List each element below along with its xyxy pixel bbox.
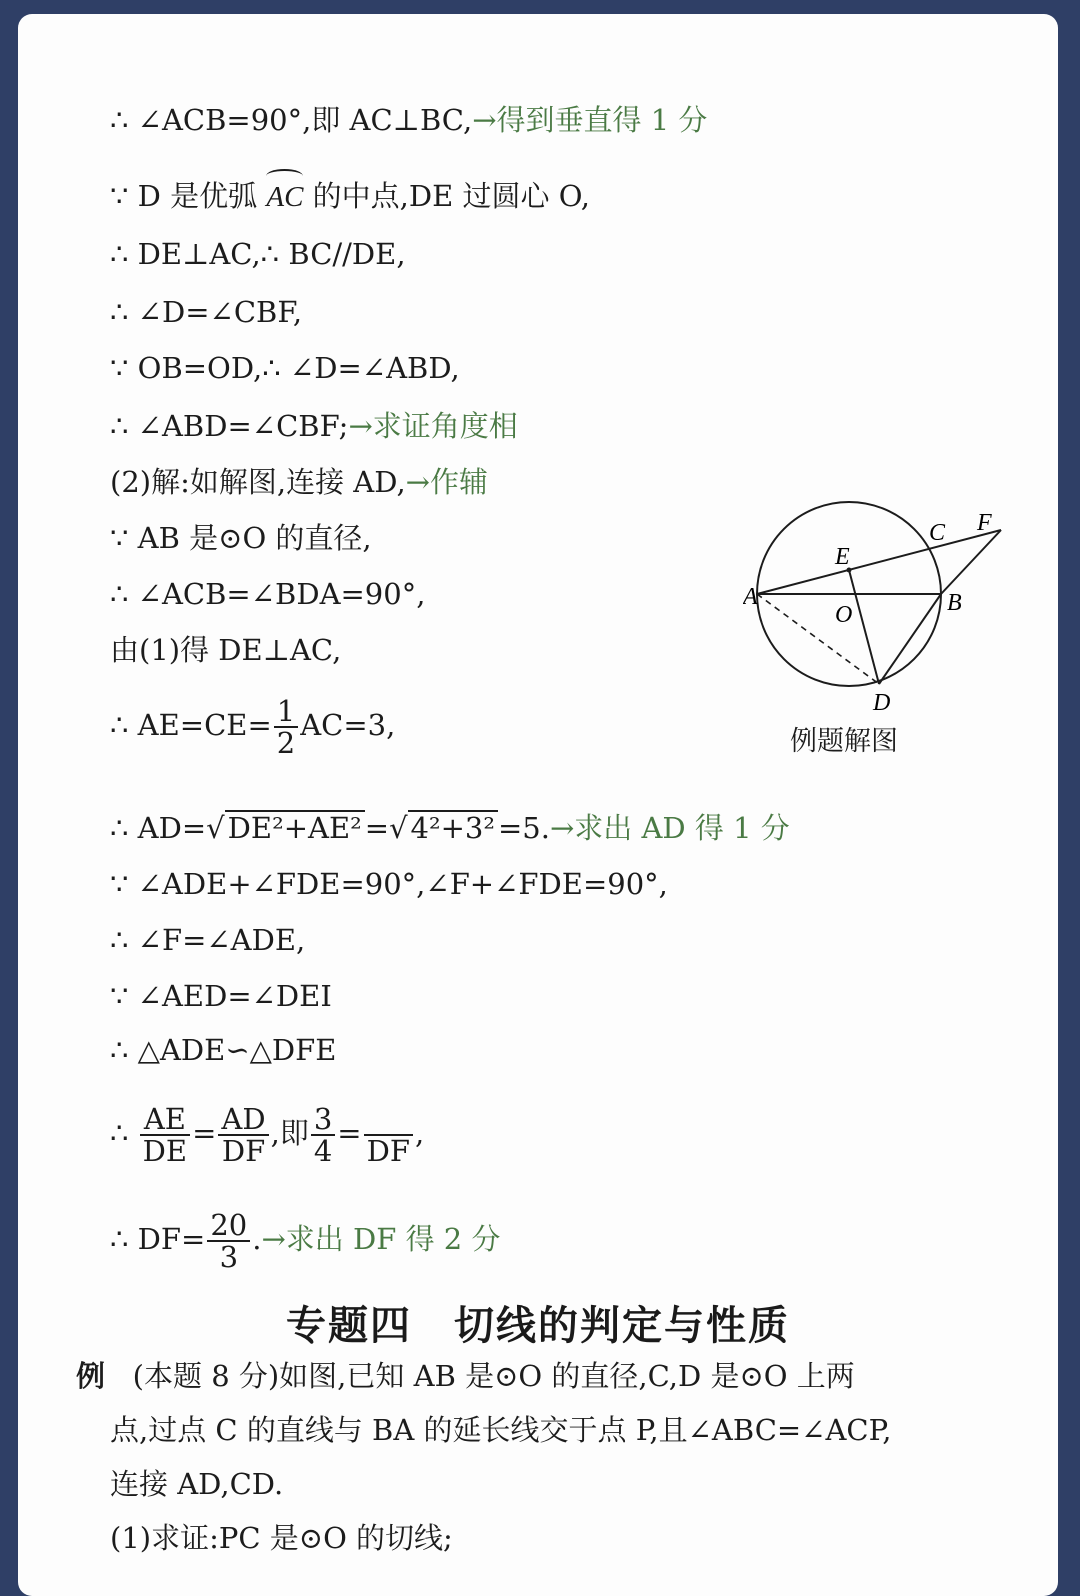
fraction-numerator: 3: [311, 1104, 335, 1136]
label-c: C: [929, 520, 946, 546]
line-10: 由(1)得 DE⊥AC,: [110, 633, 342, 667]
line-6: [110, 408, 518, 444]
line-1-text: ∴ ∠ACB=90°,即 AC⊥BC,: [110, 103, 473, 137]
line-14: ∴ ∠F=∠ADE,: [110, 923, 306, 957]
example-paragraph-line-4: (1)求证:PC 是⊙O 的切线;: [110, 1521, 453, 1555]
line-17-post: ,: [414, 1116, 425, 1150]
line-9: ∴ ∠ACB=∠BDA=90°,: [110, 577, 426, 611]
line-5: ∵ OB=OD,∴ ∠D=∠ABD,: [110, 351, 460, 385]
fraction-numerator: 20: [207, 1210, 250, 1242]
line-15: ∵ ∠AED=∠DEI: [110, 979, 332, 1013]
line-2-text-a: ∵ D 是优弧: [110, 179, 267, 213]
example-paragraph-line-2: 点,过点 C 的直线与 BA 的延长线交于点 P,且∠ABC=∠ACP,: [110, 1413, 892, 1447]
line-7: [110, 464, 488, 500]
arc-ac: [266, 179, 303, 215]
fraction-numerator: [364, 1104, 413, 1136]
label-o: O: [835, 602, 853, 628]
line-2-text-b: 的中点,DE 过圆心 O,: [303, 179, 591, 213]
example-text-1: (本题 8 分)如图,已知 AB 是⊙O 的直径,C,D 是⊙O 上两: [132, 1359, 855, 1393]
label-b: B: [947, 590, 962, 616]
fraction-numerator: AE: [140, 1104, 190, 1136]
fraction-3-4: [311, 1104, 335, 1166]
equals-sign: =: [337, 1116, 362, 1150]
line-17-mid: ,即: [270, 1116, 309, 1150]
label-d: D: [873, 690, 891, 714]
fraction-denominator: DF: [221, 1134, 266, 1168]
label-f: F: [977, 510, 992, 536]
line-6-text: ∴ ∠ABD=∠CBF;: [110, 409, 349, 443]
line-8: ∵ AB 是⊙O 的直径,: [110, 521, 372, 555]
fraction-numerator: AD: [218, 1104, 268, 1136]
line-18-pre: ∴ DF=: [110, 1222, 206, 1256]
line-2: [110, 178, 590, 215]
equals-sign: =: [364, 811, 390, 845]
fraction-ad-df: [218, 1104, 268, 1166]
line-18-post: .: [252, 1222, 262, 1256]
fraction-numerator: 1: [274, 696, 298, 728]
line-af: [757, 530, 1001, 594]
line-17: [110, 1104, 424, 1166]
line-11-post: AC=3,: [300, 708, 396, 742]
section-heading: 专题四 切线的判定与性质: [286, 1303, 790, 1349]
fraction-denominator: 4: [313, 1134, 333, 1168]
line-12-pre: ∴ AD=: [110, 811, 207, 845]
line-12-post: =5.: [498, 811, 550, 845]
score-note: →求出 DF 得 2 分: [261, 1222, 501, 1256]
score-note: →求证角度相: [348, 409, 518, 443]
fraction-denominator: DE: [142, 1134, 188, 1168]
score-note: →求出 AD 得 1 分: [549, 811, 790, 845]
label-a: A: [743, 584, 758, 610]
line-11: [110, 696, 395, 758]
line-11-pre: ∴ AE=CE=: [110, 708, 272, 742]
line-17-pre: ∴: [110, 1116, 138, 1150]
equals-sign: =: [192, 1116, 217, 1150]
fraction-denominator: DF: [366, 1134, 410, 1168]
fraction-denominator: 2: [276, 726, 296, 760]
line-bd: [879, 594, 941, 684]
score-note: →得到垂直得 1 分: [472, 103, 708, 137]
circle-figure: [743, 494, 1033, 714]
arc-label: AC: [266, 181, 304, 213]
example-paragraph-line-1: [76, 1358, 855, 1394]
line-4: ∴ ∠D=∠CBF,: [110, 295, 303, 329]
sqrt-expression-1: DE²+AE²: [225, 810, 365, 844]
line-13: ∵ ∠ADE+∠FDE=90°,∠F+∠FDE=90°,: [110, 867, 668, 901]
line-12: ∴ AD=√ DE²+AE² =√ 4²+3² =5.→求出 AD 得 1 分: [110, 811, 790, 845]
line-18: [110, 1210, 500, 1272]
document-page: [18, 14, 1058, 1596]
score-note: →作辅: [405, 465, 488, 499]
line-bf: [941, 530, 1001, 594]
line-3: ∴ DE⊥AC,∴ BC//DE,: [110, 237, 406, 271]
figure-caption: 例题解图: [790, 726, 898, 757]
fraction-half: [274, 696, 298, 758]
line-ed: [849, 570, 879, 684]
label-e: E: [835, 544, 850, 570]
line-16: ∴ △ADE∽△DFE: [110, 1033, 337, 1067]
line-1: [110, 102, 707, 138]
arc-mark: [266, 169, 303, 183]
line-7-text: (2)解:如解图,连接 AD,: [110, 465, 406, 499]
example-mark: 例: [76, 1359, 106, 1393]
example-paragraph-line-3: 连接 AD,CD.: [110, 1467, 284, 1501]
fraction-ae-de: [140, 1104, 190, 1166]
line-ad-dashed: [757, 594, 879, 684]
sqrt-expression-2: 4²+3²: [408, 810, 498, 844]
fraction-denominator: 3: [219, 1240, 239, 1274]
fraction-20-3: [207, 1210, 250, 1272]
fraction-x-df: [364, 1104, 413, 1166]
